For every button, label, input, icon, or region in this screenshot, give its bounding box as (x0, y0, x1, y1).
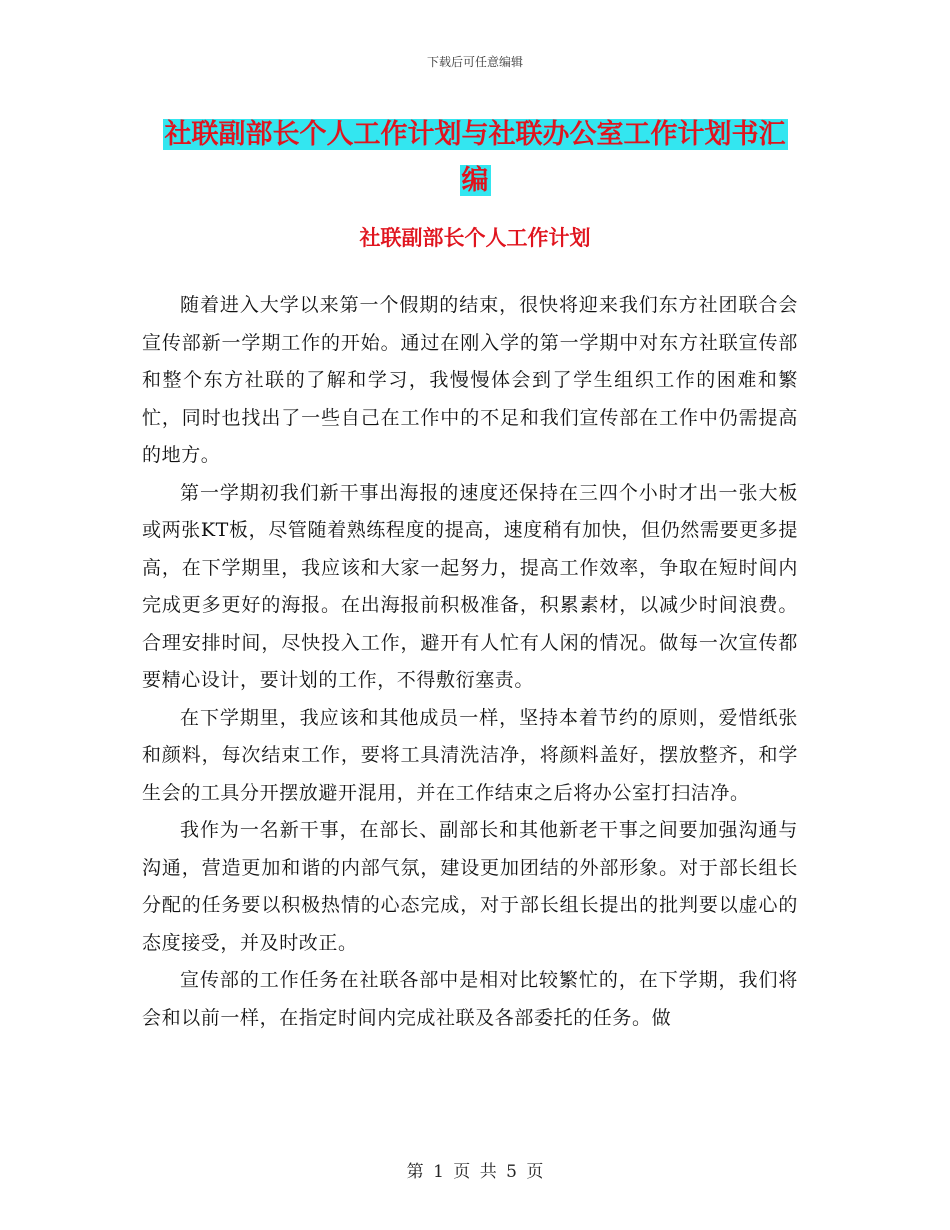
section-heading: 社联副部长个人工作计划 (359, 225, 591, 250)
document-body (142, 287, 798, 1037)
document-title (140, 112, 810, 204)
page-number: 第 1 页 共 5 页 (406, 1162, 544, 1182)
body-paragraph: 随着进入大学以来第一个假期的结束，很快将迎来我们东方社团联合会宣传部新一学期工作的开始。通过在刚入学的第一学期中对东方社联宣传部和整个东方社联的了解和学习，我慢慢体会到了学生组织工作的困难和繁忙，同时也找出了一些自己在工作中的不足和我们宣传部在工作中仍需提高的地方。 (142, 294, 798, 466)
body-paragraph: 在下学期里，我应该和其他成员一样，坚持本着节约的原则，爱惜纸张和颜料，每次结束工作，要将工具清洗洁净，将颜料盖好，摆放整齐，和学生会的工具分开摆放避开混用，并在工作结束之后将办公室打扫洁净。 (142, 706, 798, 804)
header-note: 下载后可任意编辑 (426, 55, 523, 69)
body-paragraph: 第一学期初我们新干事出海报的速度还保持在三四个小时才出一张大板或两张KT板，尽管随着熟练程度的提高，速度稍有加快，但仍然需要更多提高，在下学期里，我应该和大家一起努力，提高工作效率，争取在短时间内完成更多更好的海报。在出海报前积极准备，积累素材，以减少时间浪费。合理安排时间，尽快投入工作，避开有人忙有人闲的情况。做每一次宣传都要精心设计，要计划的工作，不得敷衍塞责。 (142, 481, 798, 691)
body-paragraph: 我作为一名新干事，在部长、副部长和其他新老干事之间要加强沟通与沟通，营造更加和谐的内部气氛，建设更加团结的外部形象。对于部长组长分配的任务要以积极热情的心态完成，对于部长组长提出的批判要以虚心的态度接受，并及时改正。 (142, 819, 798, 954)
document-title-line2: 编 (461, 165, 489, 196)
document-title-line1: 社联副部长个人工作计划与社联办公室工作计划书汇 (164, 119, 786, 150)
body-paragraph: 宣传部的工作任务在社联各部中是相对比较繁忙的，在下学期，我们将会和以前一样，在指定时间内完成社联及各部委托的任务。做 (142, 969, 798, 1029)
